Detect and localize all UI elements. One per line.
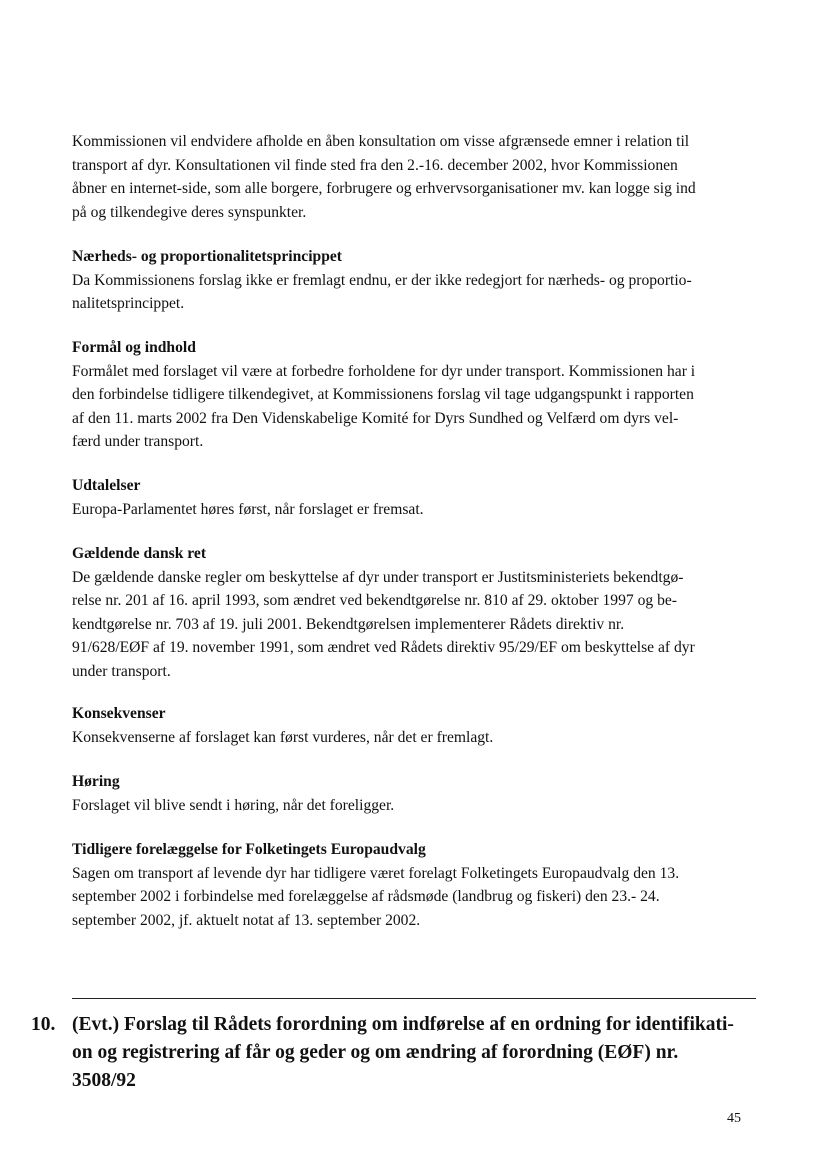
intro-paragraph	[72, 130, 752, 224]
section-heading: Nærheds- og proportionalitetsprincippet	[72, 248, 343, 265]
section-subsidiarity	[72, 245, 752, 316]
section-consequences	[72, 702, 752, 749]
text-line: den forbindelse tidligere tilkendegivet, at Kommissionens forslag vil tage udgangspunkt i rapporten	[72, 386, 694, 403]
text-line: september 2002 i forbindelse med forelæggelse af rådsmøde (landbrug og fiskeri) den 23.- 24.	[72, 888, 660, 905]
text-line: Europa-Parlamentet høres først, når forslaget er fremsat.	[72, 500, 424, 518]
text-line: kendtgørelse nr. 703 af 19. juli 2001. Bekendtgørelsen implementerer Rådets direktiv nr.	[72, 615, 625, 633]
section-purpose	[72, 336, 752, 454]
text-line: Sagen om transport af levende dyr har tidligere været forelagt Folketingets Europaudvalg den 13.	[72, 864, 680, 882]
title-line: on og registrering af får og geder og om ændring af forordning (EØF) nr.	[72, 1042, 679, 1063]
section-previous-submission	[72, 838, 752, 932]
section-statements	[72, 474, 752, 521]
text-line: færd under transport.	[72, 433, 204, 450]
section-consultation	[72, 770, 752, 817]
text-line: relse nr. 201 af 16. april 1993, som ændret ved bekendtgørelse nr. 810 af 29. oktober 1997 og be-	[72, 592, 677, 609]
page-number: 45	[727, 1111, 741, 1126]
section-heading: Høring	[72, 773, 120, 790]
title-line: (Evt.) Forslag til Rådets forordning om indførelse af en ordning for identifikati-	[72, 1014, 734, 1035]
section-heading: Konsekvenser	[72, 705, 166, 722]
section-heading: Udtalelser	[72, 477, 141, 494]
section-heading: Gældende dansk ret	[72, 545, 207, 562]
text-line: åbner en internet-side, som alle borgere, forbrugere og erhvervsorganisationer mv. kan logge sig ind	[72, 180, 696, 197]
text-line: på og tilkendegive deres synspunkter.	[72, 203, 307, 221]
text-line: De gældende danske regler om beskyttelse af dyr under transport er Justitsministeriets bekendtgø-	[72, 568, 684, 586]
text-line: Da Kommissionens forslag ikke er fremlagt endnu, er der ikke redegjort for nærheds- og proportio-	[72, 271, 692, 289]
text-line: Forslaget vil blive sendt i høring, når det foreligger.	[72, 796, 395, 814]
section-divider	[72, 998, 756, 999]
text-line: september 2002, jf. aktuelt notat af 13. september 2002.	[72, 911, 421, 929]
text-line: under transport.	[72, 662, 171, 680]
text-line: transport af dyr. Konsultationen vil finde sted fra den 2.-16. december 2002, hvor Kommissionen	[72, 156, 678, 174]
text-line: Kommissionen vil endvidere afholde en åben konsultation om visse afgrænsede emner i relation til	[72, 133, 690, 150]
section-heading: Tidligere forelæggelse for Folketingets Europaudvalg	[72, 841, 426, 858]
section-heading: Formål og indhold	[72, 339, 196, 356]
title-line: 3508/92	[72, 1070, 136, 1091]
text-line: nalitetsprincippet.	[72, 295, 185, 312]
text-line: Formålet med forslaget vil være at forbedre forholdene for dyr under transport. Kommissionen har i	[72, 362, 696, 380]
text-line: 91/628/EØF af 19. november 1991, som ændret ved Rådets direktiv 95/29/EF om beskyttelse af dyr	[72, 639, 695, 656]
agenda-item-number: 10.	[31, 1014, 56, 1035]
text-line: Konsekvenserne af forslaget kan først vurderes, når det er fremlagt.	[72, 728, 494, 746]
section-current-law	[72, 542, 752, 683]
agenda-item-title	[72, 1011, 762, 1095]
text-line: af den 11. marts 2002 fra Den Videnskabelige Komité for Dyrs Sundhed og Velfærd om dyrs vel-	[72, 409, 679, 427]
